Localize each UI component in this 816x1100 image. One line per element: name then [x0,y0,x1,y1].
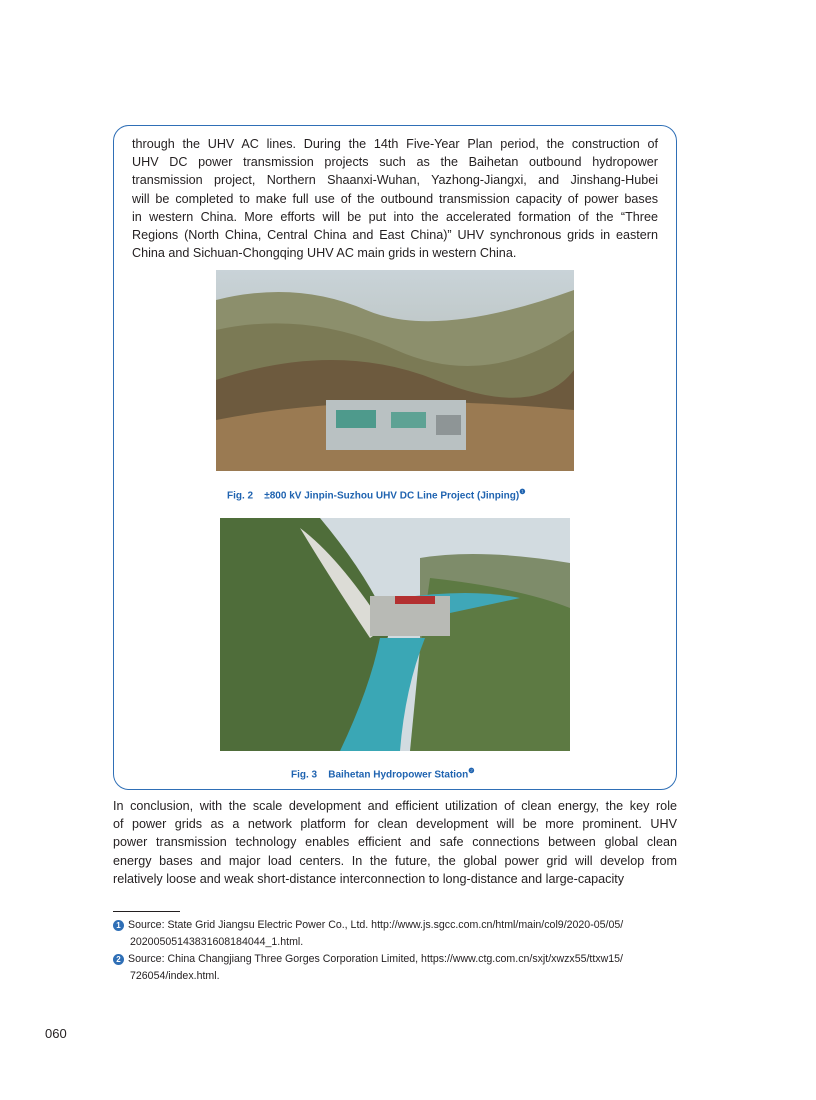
text-line: of power grids as a network platform for clean development will be more prominent. UHV [113,817,677,832]
fig3-photo-hydropower-dam [220,518,570,751]
text-line: power transmission technology enables efficient and safe connections between global clean [113,835,677,850]
footnote-text: Source: State Grid Jiangsu Electric Power Co., Ltd. http://www.js.sgcc.com.cn/html/main/col9/2020-05/05/ [128,919,624,931]
text-line: energy bases and major load centers. In the future, the global power grid will develop from [113,853,677,868]
text-line: transmission project, Northern Shaanxi-Wuhan, Yazhong-Jiangxi, and Jinshang-Hubei [132,173,658,188]
footnote-2 [113,953,623,965]
fig3-label: Fig. 3 [291,769,318,781]
footnote-number-icon: 1 [113,920,124,931]
text-line: will be completed to make full use of the outbound transmission capacity of power bases [132,191,658,206]
footnote-2-cont: 726054/index.html. [130,970,220,982]
footnote-text: Source: China Changjiang Three Gorges Corporation Limited, https://www.ctg.com.cn/sxjt/xwzx55/ttxw15/ [128,953,623,965]
footnote-1 [113,919,623,931]
footnote-1-cont: 20200505143831608184044_1.html. [130,936,304,948]
fig3-title: Baihetan Hydropower Station [328,769,469,781]
footnote-divider [113,911,180,912]
text-line: Regions (North China, Central China and East China)” UHV synchronous grids in eastern [132,228,658,242]
fig2-label: Fig. 2 [227,490,254,502]
page-number: 060 [45,1026,67,1041]
text-line: In conclusion, with the scale development and efficient utilization of clean energy, the key role [113,799,677,813]
footnote-ref-2[interactable]: ❷ [468,768,475,775]
footnote-number-icon: 2 [113,954,124,965]
fig2-title: ±800 kV Jinpin-Suzhou UHV DC Line Project (Jinping) [264,490,520,502]
text-line: through the UHV AC lines. During the 14th Five-Year Plan period, the construction of [132,137,658,151]
fig2-caption [227,488,526,501]
text-line: China and Sichuan-Chongqing UHV AC main grids in western China. [132,246,517,261]
text-line: UHV DC power transmission projects such as the Baihetan outbound hydropower [132,155,658,170]
footnote-ref-1[interactable]: ❶ [519,489,526,496]
text-line: in western China. More efforts will be put into the accelerated formation of the “Three [132,209,658,224]
fig3-caption [291,767,475,780]
text-line: relatively loose and weak short-distance interconnection to long-distance and large-capacity [113,871,625,886]
fig2-photo-converter-station [216,270,574,471]
